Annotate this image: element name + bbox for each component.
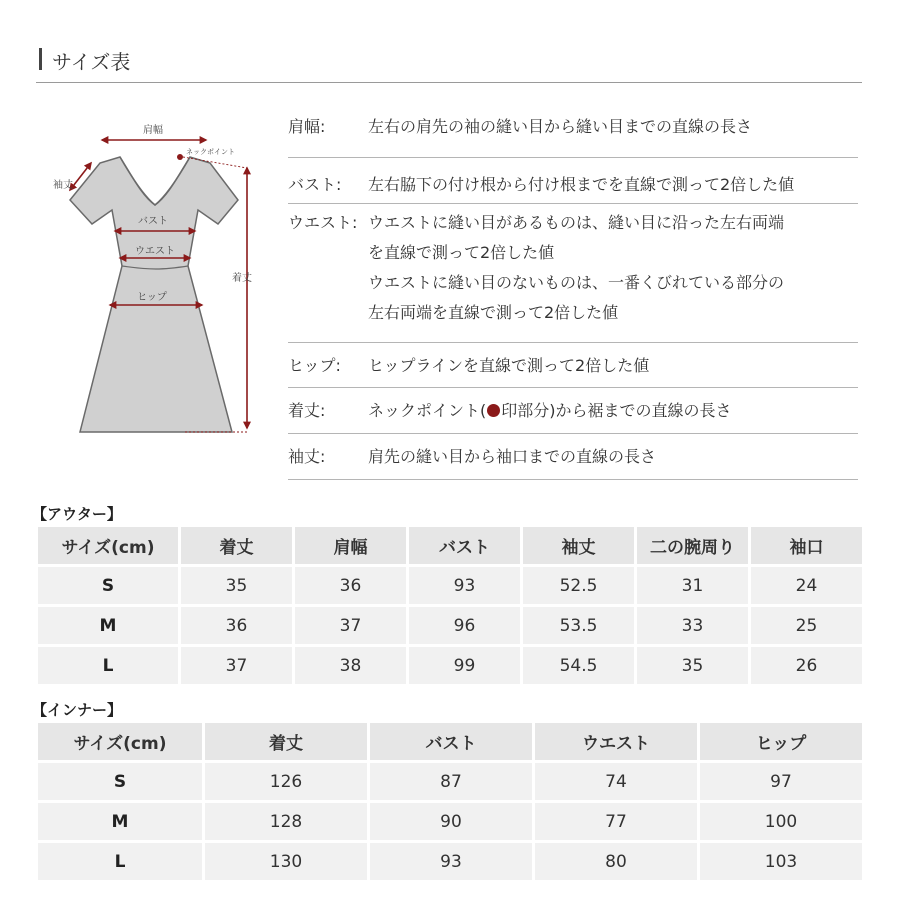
table-row bbox=[38, 843, 862, 880]
definition-label: バスト: bbox=[288, 175, 342, 194]
outer-size-table bbox=[38, 524, 862, 687]
page-title: サイズ表 bbox=[52, 50, 131, 74]
table-cell: 90 bbox=[367, 803, 532, 840]
column-header: 着丈 bbox=[202, 723, 367, 760]
table-cell: 35 bbox=[634, 647, 748, 684]
definition-text-post: 印部分)から裾までの直線の長さ bbox=[501, 401, 732, 420]
column-header: 袖口 bbox=[748, 527, 862, 564]
table-cell: 25 bbox=[748, 607, 862, 644]
column-header: バスト bbox=[406, 527, 520, 564]
table-cell: 38 bbox=[292, 647, 406, 684]
table-cell: 130 bbox=[202, 843, 367, 880]
table-cell: 54.5 bbox=[520, 647, 634, 684]
table-cell: 37 bbox=[178, 647, 292, 684]
column-header: サイズ(cm) bbox=[38, 723, 202, 760]
column-header: バスト bbox=[367, 723, 532, 760]
definition-text bbox=[368, 208, 858, 328]
table-cell: 126 bbox=[202, 763, 367, 800]
column-header: ウエスト bbox=[532, 723, 697, 760]
label-shoulder: 肩幅 bbox=[143, 125, 163, 136]
label-hip: ヒップ bbox=[137, 292, 167, 303]
definition-line: 左右脇下の付け根から付け根までを直線で測って2倍した値 bbox=[368, 175, 795, 194]
table-header-row bbox=[38, 723, 862, 760]
definition-row bbox=[288, 158, 858, 204]
table-cell: 96 bbox=[406, 607, 520, 644]
size-label: S bbox=[38, 567, 178, 604]
definition-row bbox=[288, 388, 858, 434]
table-row bbox=[38, 763, 862, 800]
table-cell: 53.5 bbox=[520, 607, 634, 644]
definition-text-pre: ネックポイント( bbox=[368, 401, 487, 420]
definition-text bbox=[368, 112, 858, 142]
table-cell: 87 bbox=[367, 763, 532, 800]
definition-label: 着丈: bbox=[288, 401, 326, 420]
column-header: 着丈 bbox=[178, 527, 292, 564]
definition-line: ヒップラインを直線で測って2倍した値 bbox=[368, 356, 650, 375]
table-cell: 31 bbox=[634, 567, 748, 604]
definition-text bbox=[368, 396, 858, 426]
table-row bbox=[38, 647, 862, 684]
table-cell: 74 bbox=[532, 763, 697, 800]
column-header: 二の腕周り bbox=[634, 527, 748, 564]
table-cell: 35 bbox=[178, 567, 292, 604]
definition-text bbox=[368, 442, 858, 472]
definition-line: 左右の肩先の袖の縫い目から縫い目までの直線の長さ bbox=[368, 117, 753, 136]
table-cell: 52.5 bbox=[520, 567, 634, 604]
size-label: L bbox=[38, 843, 202, 880]
size-label: S bbox=[38, 763, 202, 800]
column-header: ヒップ bbox=[697, 723, 862, 760]
table-cell: 36 bbox=[178, 607, 292, 644]
definition-line: を直線で測って2倍した値 bbox=[368, 243, 555, 262]
table-row bbox=[38, 567, 862, 604]
table-row bbox=[38, 803, 862, 840]
table-cell: 37 bbox=[292, 607, 406, 644]
definition-label: ウエスト: bbox=[288, 213, 358, 232]
label-sleeve: 袖丈 bbox=[53, 180, 73, 191]
inner-section-title: 【インナー】 bbox=[32, 701, 123, 719]
definition-line: 肩先の縫い目から袖口までの直線の長さ bbox=[368, 447, 657, 466]
table-cell: 97 bbox=[697, 763, 862, 800]
definition-text bbox=[368, 351, 858, 381]
definition-line: ウエストに縫い目があるものは、縫い目に沿った左右両端 bbox=[368, 213, 785, 232]
table-cell: 77 bbox=[532, 803, 697, 840]
definition-row bbox=[288, 434, 858, 480]
measurement-definitions bbox=[288, 112, 858, 480]
column-header: 肩幅 bbox=[292, 527, 406, 564]
table-cell: 33 bbox=[634, 607, 748, 644]
size-label: M bbox=[38, 803, 202, 840]
table-cell: 80 bbox=[532, 843, 697, 880]
definition-label: ヒップ: bbox=[288, 356, 341, 375]
size-label: M bbox=[38, 607, 178, 644]
dress-measurement-diagram bbox=[0, 0, 290, 470]
label-waist: ウエスト bbox=[135, 246, 175, 257]
definition-label: 袖丈: bbox=[288, 447, 326, 466]
inner-size-table bbox=[38, 720, 862, 883]
table-cell: 93 bbox=[367, 843, 532, 880]
column-header: 袖丈 bbox=[520, 527, 634, 564]
table-cell: 103 bbox=[697, 843, 862, 880]
label-bust: バスト bbox=[138, 216, 168, 227]
table-cell: 26 bbox=[748, 647, 862, 684]
table-row bbox=[38, 607, 862, 644]
table-cell: 100 bbox=[697, 803, 862, 840]
definition-text bbox=[368, 170, 858, 200]
label-length: 着丈 bbox=[232, 273, 252, 284]
table-header-row bbox=[38, 527, 862, 564]
table-cell: 36 bbox=[292, 567, 406, 604]
definition-row bbox=[288, 204, 858, 343]
column-header: サイズ(cm) bbox=[38, 527, 178, 564]
table-cell: 128 bbox=[202, 803, 367, 840]
definition-row bbox=[288, 343, 858, 388]
definition-label: 肩幅: bbox=[288, 117, 326, 136]
table-cell: 24 bbox=[748, 567, 862, 604]
definition-line: ウエストに縫い目のないものは、一番くびれている部分の bbox=[368, 273, 785, 292]
table-cell: 99 bbox=[406, 647, 520, 684]
definition-row bbox=[288, 112, 858, 158]
outer-section-title: 【アウター】 bbox=[32, 505, 122, 523]
definition-line: 左右両端を直線で測って2倍した値 bbox=[368, 303, 619, 322]
neck-point-marker bbox=[177, 154, 183, 160]
table-cell: 93 bbox=[406, 567, 520, 604]
red-dot-icon bbox=[487, 404, 500, 417]
label-neck-point: ネックポイント bbox=[186, 148, 235, 156]
size-label: L bbox=[38, 647, 178, 684]
